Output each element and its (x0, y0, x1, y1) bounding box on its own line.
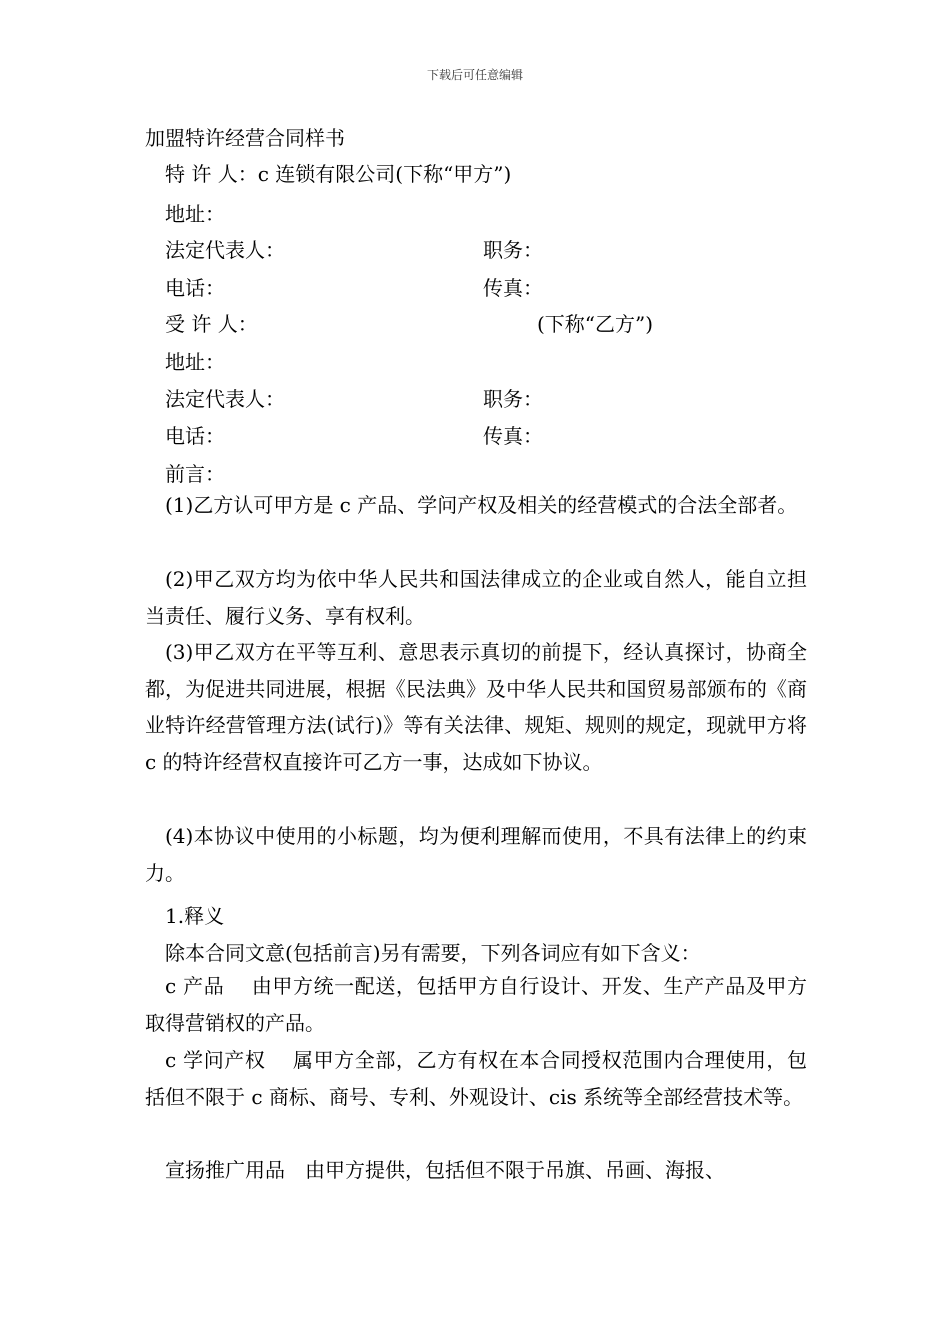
franchisor-rep-label: 法定代表人： (165, 238, 285, 262)
franchisor-address-label: 地址： (165, 202, 225, 226)
definition-intro: 除本合同文意(包括前言)另有需要，下列各词应有如下含义： (165, 941, 701, 965)
preface-paragraph-3: (3)甲乙双方在平等互利、意思表示真切的前提下，经认真探讨，协商全都，为促进共同进展，根据《民法典》及中华人民共和国贸易部颁布的《商业特许经营管理方法(试行)》等有关法律、规矩、规则的规定，现就甲方将 c 的特许经营权直接许可乙方一事，达成如下协议。 (145, 640, 807, 774)
franchisee-fax-label: 传真： (483, 424, 543, 448)
header-note: 下载后可任意编辑 (426, 68, 523, 82)
franchisor-phone-label: 电话： (165, 276, 225, 300)
franchisor-position-label: 职务： (483, 238, 543, 262)
franchisor-line: 特 许 人：c 连锁有限公司(下称“甲方”) (165, 162, 512, 186)
franchisee-rep-label: 法定代表人： (165, 387, 285, 411)
franchisor-fax-label: 传真： (483, 276, 543, 300)
franchisee-position-label: 职务： (483, 387, 543, 411)
preface-paragraph-4: (4)本协议中使用的小标题，均为便利理解而使用，不具有法律上的约束力。 (145, 824, 807, 885)
preface-paragraph-1: (1)乙方认可甲方是 c 产品、学问产权及相关的经营模式的合法全部者。 (165, 493, 798, 517)
franchisee-called: (下称“乙方”) (537, 312, 654, 336)
definition-ip: c 学问产权 属甲方全部，乙方有权在本合同授权范围内合理使用，包括但不限于 c 商标、商号、专利、外观设计、cis 系统等全部经营技术等。 (145, 1048, 807, 1109)
document-title: 加盟特许经营合同样书 (145, 126, 345, 150)
definition-promo: 宣扬推广用品 由甲方提供，包括但不限于吊旗、吊画、海报、 (165, 1158, 725, 1182)
preface-paragraph-2: (2)甲乙双方均为依中华人民共和国法律成立的企业或自然人，能自立担当责任、履行义务、享有权利。 (145, 567, 807, 628)
franchisee-address-label: 地址： (165, 350, 225, 374)
preface-label: 前言： (165, 462, 225, 486)
section-heading: 1.释义 (165, 904, 225, 928)
franchisee-phone-label: 电话： (165, 424, 225, 448)
franchisee-label: 受 许 人： (165, 312, 258, 336)
definition-product: c 产品 由甲方统一配送，包括甲方自行设计、开发、生产产品及甲方取得营销权的产品。 (145, 974, 807, 1035)
